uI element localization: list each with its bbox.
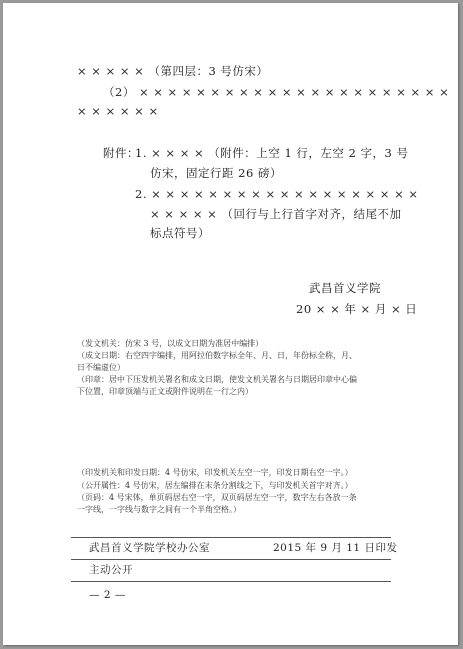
attachment-1-line-1: 1. × × × × （附件：上空 1 行，左空 2 字，3 号 (135, 146, 409, 160)
footer-issuer: 武昌首义学院学校办公室 (89, 542, 210, 554)
attachment-1-line-2: 仿宋，固定行距 26 磅） (150, 166, 282, 180)
note-publicity: （公开属性：4 号仿宋，居左编排在末条分割线之下，与印发机关首字对齐。） (77, 481, 353, 490)
note-date-1: （成文日期：右空四字编排，用阿拉伯数字标全年、月、日，年份标全称，月、 (77, 351, 357, 360)
note-seal-2: 下位置，印章顶端与正文或附件说明在一行之内） (77, 387, 253, 396)
document-page (3, 3, 458, 645)
page-number: — 2 — (89, 589, 126, 601)
attachment-2-line-3: 标点符号） (150, 226, 210, 240)
footer-top-rule (71, 537, 391, 538)
attachment-label: 附件： (103, 146, 139, 160)
body-line-1: × × × × × （第四层：3 号仿宋） (77, 64, 269, 78)
attachment-2-line-1: 2. × × × × × × × × × × × × × × × × × × × (135, 187, 419, 201)
note-issuer: （发文机关：仿宋 3 号，以成文日期为准居中编排） (77, 339, 264, 348)
footer-issue-date: 2015 年 9 月 11 日印发 (273, 542, 398, 554)
note-print-info: （印发机关和印发日期：4 号仿宋，印发机关左空一字，印发日期右空一字。） (77, 468, 353, 477)
body-line-2: （2） × × × × × × × × × × × × × × × × × × × × × × (103, 85, 450, 99)
footer-middle-rule (71, 559, 391, 560)
note-seal-1: （印章：居中下压发机关署名和成文日期，使发文机关署名与日期居印章中心偏 (77, 375, 357, 384)
footer-publicity: 主动公开 (89, 564, 133, 576)
footer-bottom-rule (71, 581, 391, 582)
note-page-number-2: 一字线，一字线与数字之间有一个半角空格。） (77, 505, 241, 514)
signing-date: 20 × × 年 × 月 × 日 (296, 302, 418, 316)
body-line-3: × × × × × × (77, 104, 159, 118)
note-date-2: 日不编虚位） (77, 363, 125, 372)
note-page-number-1: （页码：4 号宋体，单页码居右空一字，双页码居左空一字，数字左右各放一条 (77, 493, 357, 502)
attachment-2-line-2: × × × × × （回行与上行首字对齐，结尾不加 (150, 207, 402, 221)
signing-organ: 武昌首义学院 (309, 281, 381, 295)
